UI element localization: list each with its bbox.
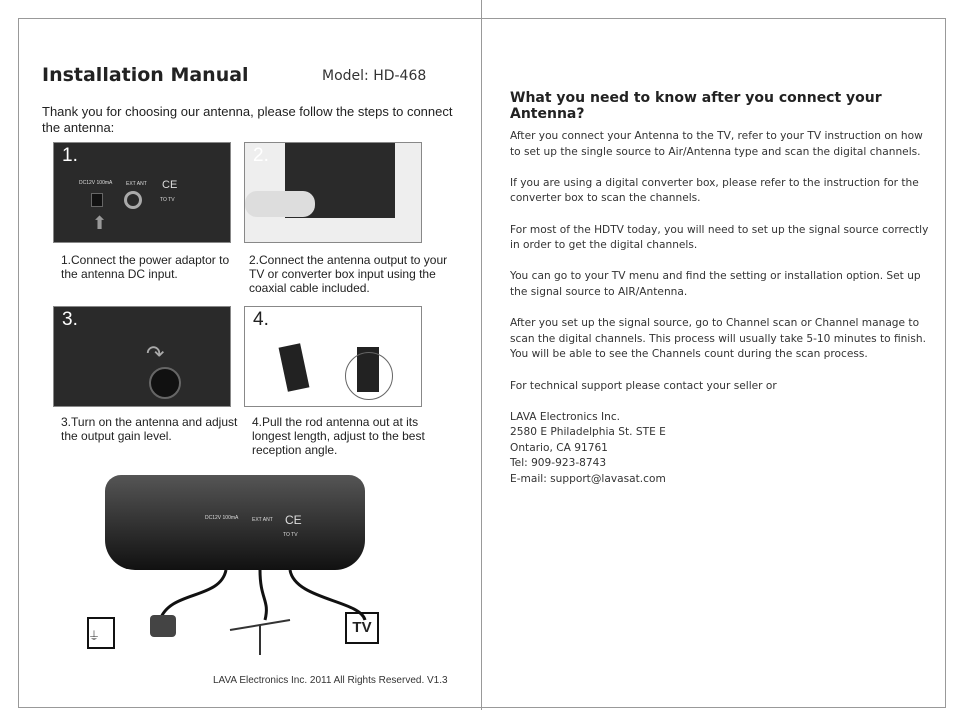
paragraph: If you are using a digital converter box, please refer to the instruction for the converter box to scan the channels. <box>510 176 919 205</box>
copyright-footer: LAVA Electronics Inc. 2011 All Rights Reserved. V1.3 <box>213 675 448 686</box>
arrow-up-icon: ⬆ <box>92 213 108 233</box>
page-divider <box>481 0 482 710</box>
coax-port-icon <box>124 191 142 209</box>
step-1-photo <box>53 142 231 243</box>
intro-text: Thank you for choosing our antenna, please follow the steps to connect the antenna: <box>42 104 453 135</box>
dc-label: DC12V 100mA <box>79 180 113 186</box>
step-number: 2. <box>253 145 269 166</box>
model-number: Model: HD-468 <box>322 68 427 84</box>
antenna-icon <box>279 343 310 392</box>
paragraph: After you set up the signal source, go to Channel scan or Channel manage to scan the digital channels. This process will usually take 5-10 minutes to finish. You will be able to see the Channels count during the scan process. <box>510 317 926 361</box>
contact-city: Ontario, CA 91761 <box>510 441 608 454</box>
paragraph: After you connect your Antenna to the TV, refer to your TV instruction on how to set up the single source to Air/Antenna type and scan the digital channels. <box>510 130 923 158</box>
step-4-caption: 4.Pull the rod antenna out at its longest length, adjust to the best reception angle. <box>252 415 425 457</box>
antenna-base-diagram <box>105 475 365 570</box>
dc-port-icon <box>91 193 103 207</box>
paragraph: You can go to your TV menu and find the setting or installation option. Set up the signal source to AIR/Antenna. <box>510 270 921 298</box>
step-3-caption: 3.Turn on the antenna and adjust the output gain level. <box>61 415 238 443</box>
rotate-arrow-icon: ↷ <box>146 341 165 366</box>
paragraph: For technical support please contact your seller or <box>510 379 777 392</box>
ce-mark: CE <box>285 513 302 527</box>
right-heading: What you need to know after you connect your Antenna? <box>510 90 882 122</box>
tv-icon: TV <box>345 612 379 644</box>
ext-ant-label: EXT ANT <box>126 181 147 187</box>
to-tv-label: TO TV <box>160 197 175 203</box>
contact-company: LAVA Electronics Inc. <box>510 410 621 423</box>
contact-address: 2580 E Philadelphia St. STE E <box>510 426 666 439</box>
step-1-caption: 1.Connect the power adaptor to the antenna DC input. <box>61 253 230 281</box>
ce-mark: CE <box>162 179 178 191</box>
step-number: 1. <box>62 145 78 166</box>
contact-email[interactable]: E-mail: support@lavasat.com <box>510 473 666 486</box>
step-number: 3. <box>62 309 78 330</box>
to-tv-label: TO TV <box>283 532 298 538</box>
hand-icon <box>245 191 315 217</box>
paragraph: For most of the HDTV today, you will need to set up the signal source correctly in order to get the digital channels. <box>510 223 929 252</box>
step-2-caption: 2.Connect the antenna output to your TV or converter box input using the coaxial cable included. <box>249 253 448 295</box>
instructions-body <box>510 129 935 488</box>
step-4-photo <box>244 306 422 407</box>
manual-title: Installation Manual <box>42 64 249 86</box>
step-2-photo <box>244 142 422 243</box>
step-number: 4. <box>253 309 269 330</box>
outlet-icon: ⏚ <box>88 629 101 643</box>
ext-ant-label: EXT ANT <box>252 517 273 523</box>
contact-phone: Tel: 909-923-8743 <box>510 457 607 470</box>
loop-icon <box>345 352 393 400</box>
gain-knob-icon <box>149 367 181 399</box>
dc-label: DC12V 100mA <box>205 515 239 521</box>
step-3-photo <box>53 306 231 407</box>
